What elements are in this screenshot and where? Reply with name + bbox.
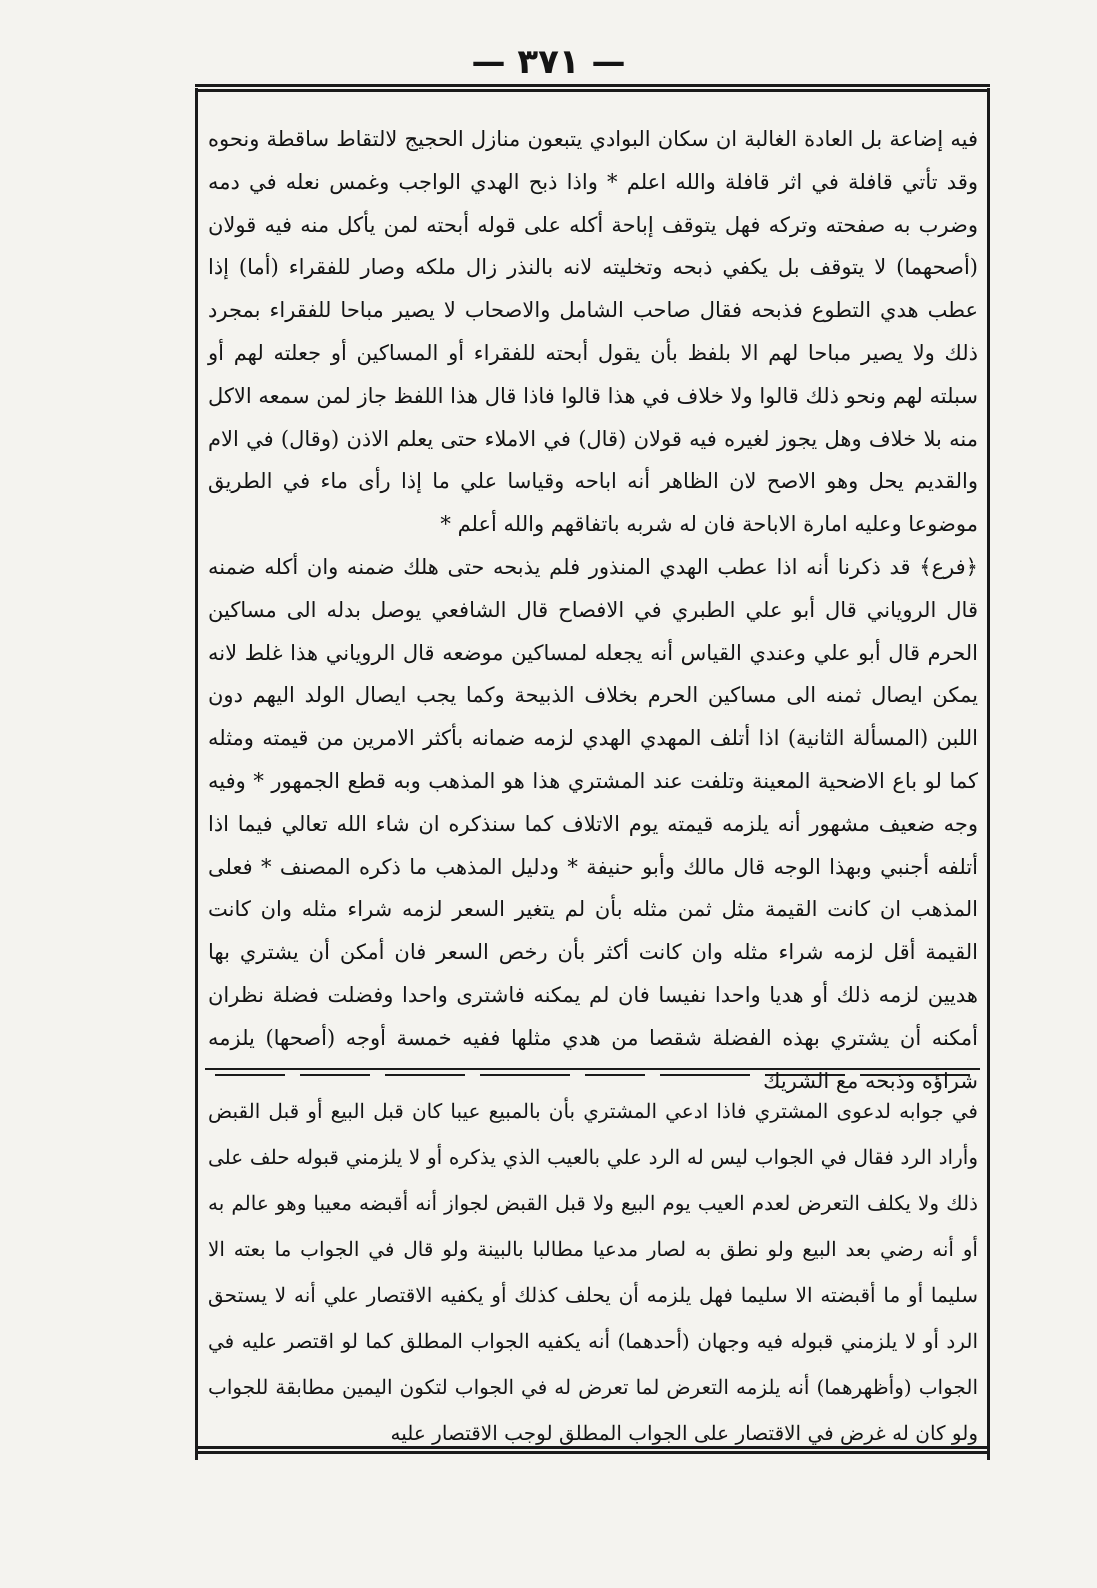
- page-number: — ٣٧١ —: [471, 42, 626, 82]
- divider-dash: [480, 1074, 570, 1076]
- divider-dash: [860, 1074, 970, 1076]
- divider-dash: [300, 1074, 370, 1076]
- main-paragraph-2: ﴿فرع﴾ قد ذكرنا أنه اذا عطب الهدي المنذور فلم يذبحه حتى هلك ضمنه وان أكله ضمنه قال الروياني قال أبو علي الطبري في الافصاح قال الشافعي يوصل بدله الى مساكين الحرم قال أبو علي وعندي القياس أنه يجعله لمساكين موضعه قال الروياني هذا غلط لانه يمكن ايصال ثمنه الى مساكين الحرم بخلاف الذبيحة وكما يجب ايصال الولد اليهم دون اللبن (المسألة الثانية) اذا أتلف المهدي الهدي لزمه ضمانه بأكثر الامرين من قيمته ومثله كما لو باع الاضحية المعينة وتلفت عند المشتري هذا هو المذهب وبه قطع الجمهور * وفيه وجه ضعيف مشهور أنه يلزمه قيمته يوم الاتلاف كما سنذكره ان شاء الله تعالي فيما اذا أتلفه أجنبي وبهذا الوجه قال مالك وأبو حنيفة * ودليل المذهب ما ذكره المصنف * فعلى المذهب ان كانت القيمة مثل ثمن مثله بأن لم يتغير السعر لزمه شراء مثله وان كانت القيمة أقل لزمه شراء مثله وان كانت أكثر بأن رخص السعر فان أمكن أن يشتري بها هديين لزمه ذلك أو هديا واحدا نفيسا فان لم يمكنه فاشترى واحدا وفضلت فضلة نظران أمكنه أن يشتري بهذه الفضلة شقصا من هدي مثلها ففيه خمسة أوجه (أصحها) يلزمه شراؤه وذبحه مع الشريك: [208, 554, 978, 1093]
- footnote-paragraph: في جوابه لدعوى المشتري فاذا ادعي المشتري بأن بالمبيع عيبا كان قبل البيع أو قبل القبض وأراد الرد فقال في الجواب ليس له الرد علي بالعيب الذي يذكره أو لا يلزمني قبوله حلف على ذلك ولا يكلف التعرض لعدم العيب يوم البيع ولا قبل القبض لجواز أنه أقبضه معيبا وهو عالم به أو أنه رضي بعد البيع ولو نطق به لصار مدعيا مطالبا بالبينة ولو قال في الجواب ما بعته الا سليما أو ما أقبضته الا سليما فهل يلزمه أن يحلف كذلك أو يكفيه الاقتصار علي أنه لا يستحق الرد أو لا يلزمني قبوله فيه وجهان (أحدهما) أنه يكفيه الجواب المطلق كما لو اقتصر عليه في الجواب (وأظهرهما) أنه يلزمه التعرض لما تعرض له في الجواب لتكون اليمين مطابقة للجواب ولو كان له غرض في الاقتصار على الجواب المطلق لوجب الاقتصار عليه: [208, 1099, 978, 1445]
- main-text-body: [208, 118, 978, 1093]
- divider-dash: [215, 1074, 285, 1076]
- divider-dash: [765, 1074, 845, 1076]
- divider-dash: [660, 1074, 750, 1076]
- main-paragraph-1: فيه إضاعة بل العادة الغالبة ان سكان البوادي يتبعون منازل الحجيج لالتقاط ساقطة ونحوه وقد تأتي قافلة في اثر قافلة والله اعلم * واذا ذبح الهدي الواجب وغمس نعله في دمه وضرب به صفحته وتركه فهل يتوقف إباحة أكله على قوله أبحته لمن يأكل منه فيه قولان (أصحهما) لا يتوقف بل يكفي ذبحه وتخليته لانه بالنذر زال ملكه وصار للفقراء (أما) إذا عطب هدي التطوع فذبحه فقال صاحب الشامل والاصحاب لا يصير مباحا للفقراء بمجرد ذلك ولا يصير مباحا لهم الا بلفظ بأن يقول أبحته للفقراء أو المساكين أو جعلته لهم أو سبلته لهم ونحو ذلك قالوا ولا خلاف في هذا قالوا فاذا قال هذا اللفظ جاز لمن سمعه الاكل منه بلا خلاف وهل يجوز لغيره فيه قولان (قال) في الاملاء حتى يعلم الاذن (وقال) في الام والقديم يحل وهو الاصح لان الظاهر أنه اباحه وقياسا علي ما إذا رأى ماء في الطريق موضوعا وعليه امارة الاباحة فان له شربه باتفاقهم والله أعلم *: [208, 127, 978, 537]
- divider-dash: [385, 1074, 465, 1076]
- footnote-divider: [205, 1068, 980, 1070]
- divider-dash: [585, 1074, 645, 1076]
- footnote-body: [208, 1088, 978, 1445]
